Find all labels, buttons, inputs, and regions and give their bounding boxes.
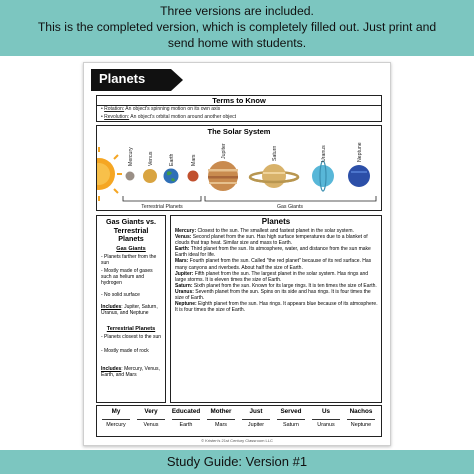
venus-icon <box>143 169 157 183</box>
gas-bullet-2: - Mostly made of gases such as helium and hydrogen <box>101 268 153 287</box>
banner-line-1: Three versions are included. <box>160 4 314 18</box>
ter-bullet-1: - Planets closest to the sun <box>101 334 162 340</box>
desc-saturn: Saturn: Sixth planet from the sun. Known for its large rings. It is ten times the size of Earth. <box>175 282 377 289</box>
terrestrial-label: Terrestrial Planets <box>141 204 183 210</box>
mnemonic-col: Served Saturn <box>274 406 308 428</box>
desc-mercury: Mercury: Closest to the sun. The smallest and fastest planet in the solar system. <box>175 228 354 234</box>
gas-bullet-3: - No solid surface <box>101 292 140 298</box>
desc-jupiter: Jupiter: Fifth planet from the sun. The largest planet in the solar system. Has rings and large storms. It is eleven times the size of Earth. <box>175 270 369 283</box>
label-earth: Earth <box>169 153 175 166</box>
desc-earth: Earth: Third planet from the sun. Its atmosphere, water, and distance from the sun make Earth ideal for life. <box>175 246 371 259</box>
page-title: Planets <box>99 71 146 86</box>
terms-box <box>96 95 382 122</box>
neptune-icon <box>348 165 370 187</box>
sun-icon <box>97 147 122 201</box>
mars-icon <box>188 171 199 182</box>
mnemonic-col: Educated Earth <box>171 408 201 428</box>
mnemonic-col: Mother Mars <box>204 406 238 428</box>
term-revolution: • Revolution: An object's orbital motion around another object <box>101 114 237 120</box>
solar-system-box <box>96 125 382 211</box>
mnemonic-col: Nachos Neptune <box>344 406 378 428</box>
mnemonic-col: My Mercury <box>99 406 133 428</box>
desc-uranus: Uranus: Seventh planet from the sun. Spins on its side and has rings. It is four times the size of Earth. <box>175 288 371 302</box>
earth-icon <box>164 169 179 184</box>
banner-line-3: send home with students. <box>167 36 307 50</box>
planets-box <box>170 215 382 403</box>
solar-header: The Solar System <box>207 127 271 136</box>
terms-header: Terms to Know <box>97 96 381 106</box>
desc-neptune: Neptune: Eighth planet from the sun. Has rings. It appears blue because of its atmosphere. It is four times the size of Earth. <box>175 301 378 314</box>
gas-giants-label: Gas Giants <box>277 204 303 210</box>
desc-venus: Venus: Second planet from the sun. Has high surface temperatures due to a blanket of clouds that trap heat. Similar size and mass to Earth. <box>175 234 368 247</box>
planets-header: Planets <box>261 217 291 226</box>
saturn-icon <box>250 164 298 188</box>
ter-includes: Includes: Mercury, Venus, Earth, and Mars <box>101 366 160 379</box>
label-neptune: Neptune <box>357 142 363 162</box>
label-jupiter: Jupiter <box>221 143 227 159</box>
term-rotation: • Rotation: An object's spinning motion on its own axis <box>101 106 221 112</box>
label-mercury: Mercury <box>128 147 134 166</box>
terrestrial-subheading: Terrestrial Planets <box>106 326 156 332</box>
mnemonic-col: Very Venus <box>134 406 168 428</box>
bottom-banner: Study Guide: Version #1 <box>0 450 474 474</box>
desc-mars: Mars: Fourth planet from the sun. Called "the red planet" because of its red surface. Has many canyons and riverbeds. About half the size of Earth. <box>175 258 372 271</box>
jupiter-icon <box>208 161 238 191</box>
gas-bullet-1: - Planets farther from the sun <box>101 254 157 267</box>
planets-descriptions <box>175 228 379 313</box>
uranus-icon <box>312 161 334 191</box>
ter-bullet-2: - Mostly made of rock <box>101 348 149 354</box>
label-uranus: Uranus <box>321 145 327 162</box>
label-venus: Venus <box>148 151 154 166</box>
banner-line-2: This is the completed version, which is completely filled out. Just print and <box>37 20 437 34</box>
copyright: © Kristen's 21st Century Classroom LLC <box>201 438 273 443</box>
gas-vs-terrestrial-header: Gas Giants vs. Terrestrial Planets <box>106 217 156 243</box>
gas-giants-subheading: Gas Giants <box>116 246 146 252</box>
label-saturn: Saturn <box>272 145 278 161</box>
solar-diagram <box>97 126 383 212</box>
mnemonic-col: Us Uranus <box>309 406 343 428</box>
mercury-icon <box>126 172 135 181</box>
gas-includes: Includes: Jupiter, Saturn, Uranus, and Neptune <box>101 304 158 317</box>
gas-vs-terrestrial-box <box>96 215 166 403</box>
top-banner <box>0 0 474 56</box>
mnemonic-box <box>96 405 382 437</box>
worksheet-page <box>83 62 391 446</box>
label-mars: Mars <box>191 154 197 166</box>
mnemonic-col: Just Jupiter <box>239 406 273 428</box>
